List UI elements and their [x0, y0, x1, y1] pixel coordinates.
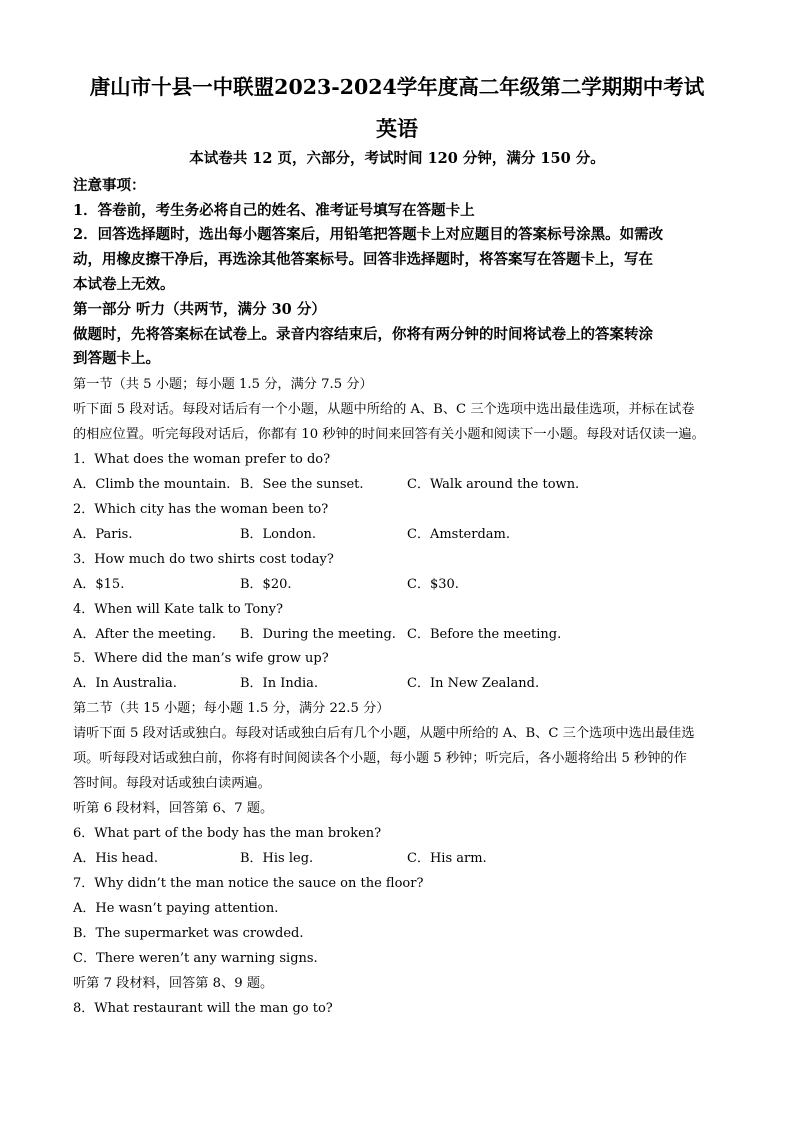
- question-6-option-c: C．His arm.: [407, 851, 487, 866]
- question-2-option-b: B．London.: [240, 527, 317, 542]
- part1-intro-line-2: 到答题卡上。: [73, 350, 160, 367]
- section1-intro-line-1: 听下面 5 段对话。每段对话后有一个小题，从题中所给的 A、B、C 三个选项中选出最佳选项，并标在试卷: [73, 402, 695, 417]
- question-5-option-c: C．In New Zealand.: [407, 676, 540, 691]
- question-8-stem: 8．What restaurant will the man go to?: [73, 1001, 333, 1016]
- question-6-stem: 6．What part of the body has the man broken?: [73, 826, 382, 841]
- notes-heading: 注意事项：: [73, 177, 146, 194]
- note-2-line-2: 动，用橡皮擦干净后，再选涂其他答案标号。回答非选择题时，将答案写在答题卡上，写在: [73, 251, 653, 268]
- question-4-stem: 4．When will Kate talk to Tony?: [73, 602, 283, 617]
- question-2-option-a: A．Paris.: [73, 527, 133, 542]
- question-1-option-b: B．See the sunset.: [240, 477, 364, 492]
- question-7-stem: 7．Why didn’t the man notice the sauce on the floor?: [73, 876, 424, 891]
- question-1-option-c: C．Walk around the town.: [407, 477, 580, 492]
- note-2-line-1: 2．回答选择题时，选出每小题答案后，用铅笔把答题卡上对应题目的答案标号涂黑。如需改: [73, 226, 664, 243]
- section2-intro-line-1: 请听下面 5 段对话或独白。每段对话或独白后有几个小题，从题中所给的 A、B、C 三个选项中选出最佳选: [73, 726, 695, 741]
- question-7-option-c: C．There weren’t any warning signs.: [73, 951, 318, 966]
- question-1-option-a: A．Climb the mountain.: [73, 477, 231, 492]
- question-3-stem: 3．How much do two shirts cost today?: [73, 552, 334, 567]
- question-2-stem: 2．Which city has the woman been to?: [73, 502, 329, 517]
- question-3-option-a: A．$15.: [73, 577, 125, 592]
- part1-intro-line-1: 做题时，先将答案标在试卷上。录音内容结束后，你将有两分钟的时间将试卷上的答案转涂: [73, 326, 653, 343]
- question-1-stem: 1．What does the woman prefer to do?: [73, 452, 331, 467]
- section1-intro-line-2: 的相应位置。听完每段对话后，你都有 10 秒钟的时间来回答有关小题和阅读下一小题。每段对话仅读一遍。: [73, 427, 705, 442]
- section2-intro-line-2: 项。听每段对话或独白前，你将有时间阅读各个小题，每小题 5 秒钟；听完后，各小题将给出 5 秒钟的作: [73, 751, 687, 766]
- question-3-option-c: C．$30.: [407, 577, 459, 592]
- question-5-option-a: A．In Australia.: [73, 676, 177, 691]
- question-4-option-a: A．After the meeting.: [73, 627, 216, 642]
- question-7-option-a: A．He wasn’t paying attention.: [73, 901, 279, 916]
- section2-intro-line-3: 答时间。每段对话或独白读两遍。: [73, 776, 271, 791]
- section1-heading: 第一节（共 5 小题；每小题 1.5 分，满分 7.5 分）: [73, 377, 373, 392]
- subject-title: 英语: [376, 116, 418, 141]
- question-2-option-c: C．Amsterdam.: [407, 527, 510, 542]
- question-6-option-b: B．His leg.: [240, 851, 314, 866]
- note-1: 1．答卷前，考生务必将自己的姓名、准考证号填写在答题卡上: [73, 202, 475, 219]
- question-4-option-c: C．Before the meeting.: [407, 627, 562, 642]
- question-5-stem: 5．Where did the man’s wife grow up?: [73, 651, 329, 666]
- part1-heading: 第一部分 听力（共两节，满分 30 分）: [73, 301, 326, 318]
- question-4-option-b: B．During the meeting.: [240, 627, 396, 642]
- note-2-line-3: 本试卷上无效。: [73, 276, 175, 293]
- question-6-option-a: A．His head.: [73, 851, 158, 866]
- question-5-option-b: B．In India.: [240, 676, 319, 691]
- material-6-instruction: 听第 6 段材料，回答第 6、7 题。: [73, 801, 274, 816]
- question-7-option-b: B．The supermarket was crowded.: [73, 926, 304, 941]
- exam-info: 本试卷共 12 页，六部分，考试时间 120 分钟，满分 150 分。: [189, 150, 605, 167]
- material-7-instruction: 听第 7 段材料，回答第 8、9 题。: [73, 976, 274, 991]
- section2-heading: 第二节（共 15 小题；每小题 1.5 分，满分 22.5 分）: [73, 701, 390, 716]
- question-3-option-b: B．$20.: [240, 577, 292, 592]
- exam-title: 唐山市十县一中联盟2023-2024学年度高二年级第二学期期中考试: [89, 75, 705, 99]
